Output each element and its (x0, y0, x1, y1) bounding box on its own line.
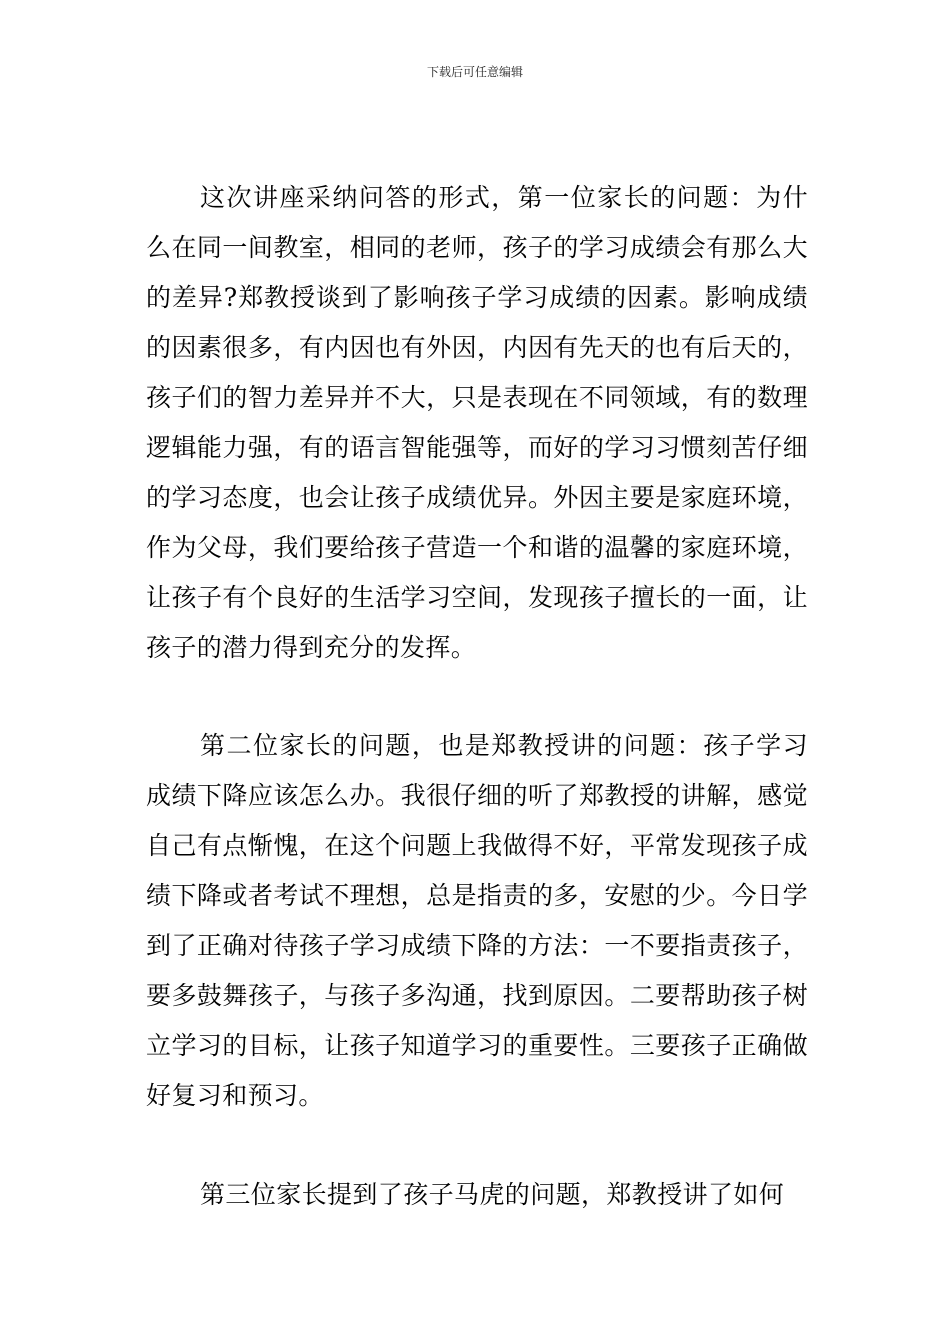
paragraph-second-question: 第二位家长的问题，也是郑教授讲的问题：孩子学习成绩下降应该怎么办。我很仔细的听了郑教授的讲解，感觉自己有点惭愧，在这个问题上我做得不好，平常发现孩子成绩下降或者考试不理想，总是指责的多，安慰的少。今日学到了正确对待孩子学习成绩下降的方法：一不要指责孩子，要多鼓舞孩子，与孩子多沟通，找到原因。二要帮助孩子树立学习的目标，让孩子知道学习的重要性。三要孩子正确做好复习和预习。 (146, 731, 808, 1110)
paragraph-third-question: 第三位家长提到了孩子马虎的问题，郑教授讲了如何 (200, 1180, 785, 1209)
paragraph-first-question: 这次讲座采纳问答的形式，第一位家长的问题：为什么在同一间教室，相同的老师，孩子的学习成绩会有那么大的差异?郑教授谈到了影响孩子学习成绩的因素。影响成绩的因素很多，有内因也有外因，内因有先天的也有后天的，孩子们的智力差异并不大，只是表现在不同领域，有的数理逻辑能力强，有的语言智能强等，而好的学习习惯刻苦仔细的学习态度，也会让孩子成绩优异。外因主要是家庭环境，作为父母，我们要给孩子营造一个和谐的温馨的家庭环境，让孩子有个良好的生活学习空间，发现孩子擅长的一面，让孩子的潜力得到充分的发挥。 (146, 183, 808, 662)
page-header-note: 下载后可任意编辑 (426, 65, 523, 79)
